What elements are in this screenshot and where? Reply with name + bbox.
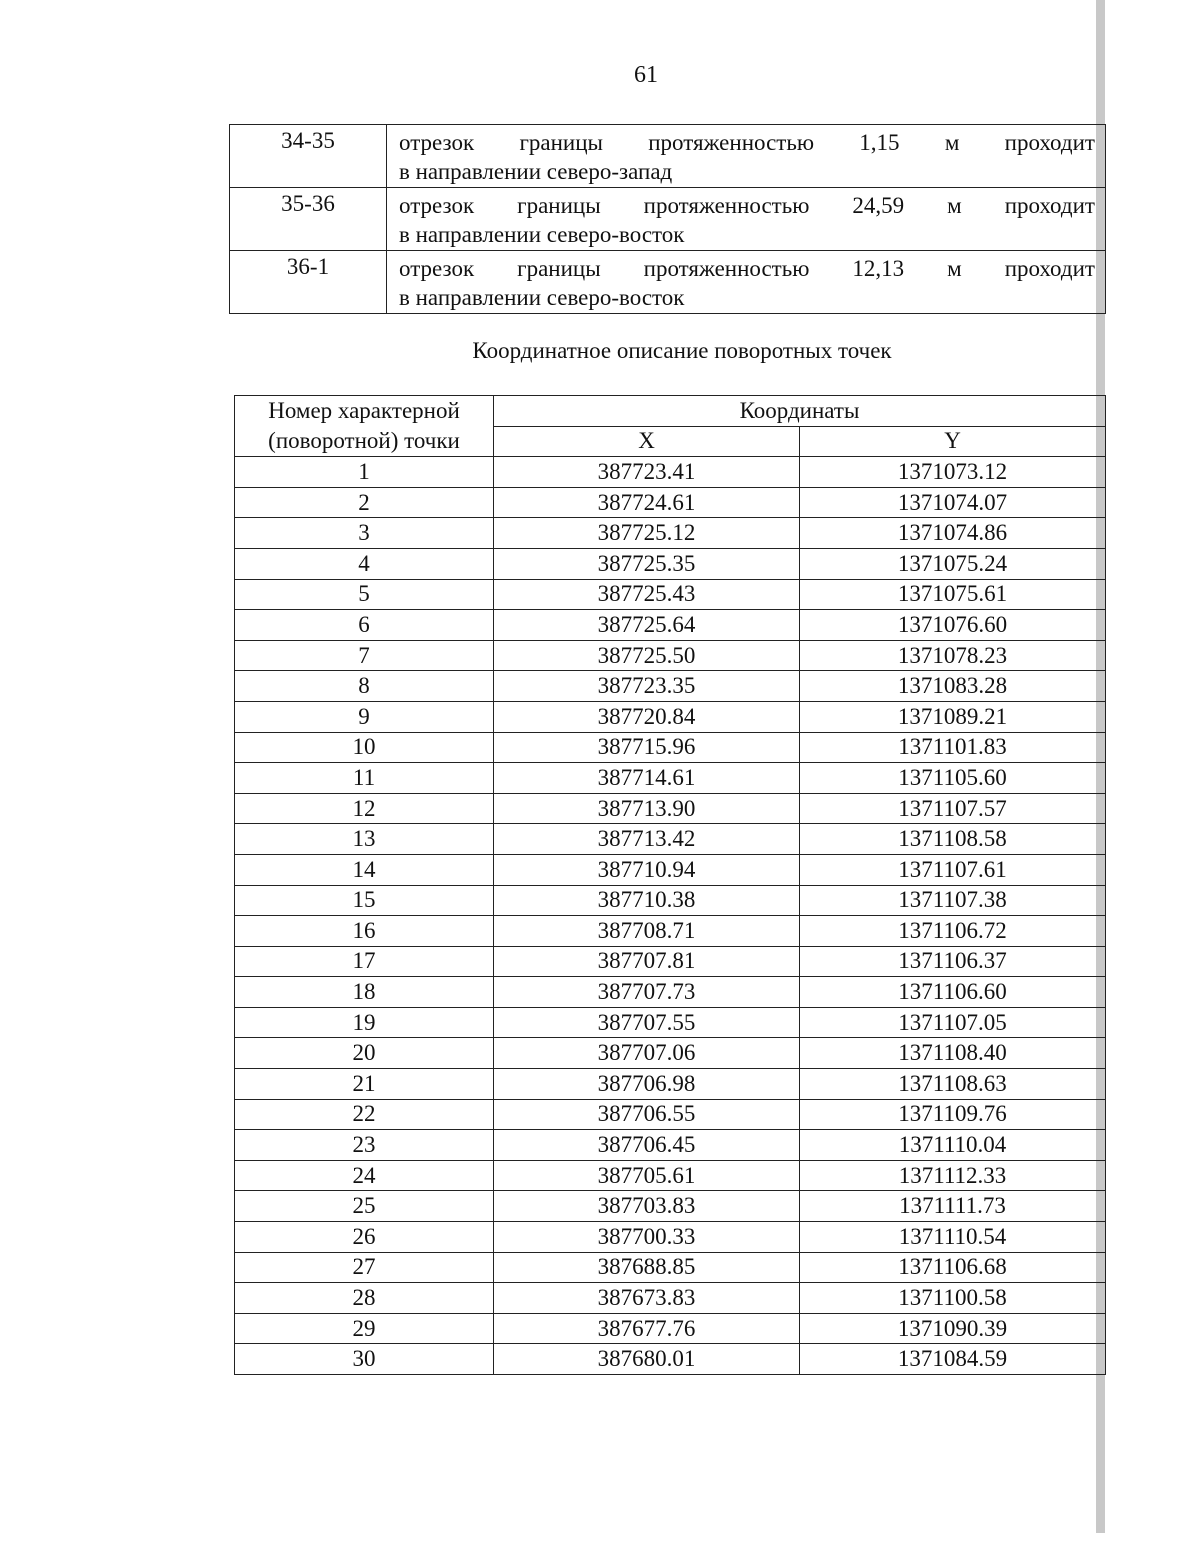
coordinate-row [235,487,1106,518]
x-coordinate: 387713.90 [494,793,800,824]
coordinate-row [235,671,1106,702]
x-coordinate: 387673.83 [494,1283,800,1314]
x-coordinate: 387724.61 [494,487,800,518]
point-number: 4 [235,548,494,579]
segment-description-line2: в направлении северо-восток [399,285,685,310]
segments-table [229,124,1106,314]
point-number: 17 [235,946,494,977]
x-coordinate: 387725.35 [494,548,800,579]
point-number: 15 [235,885,494,916]
coordinate-row [235,640,1106,671]
point-number: 26 [235,1222,494,1253]
x-coordinate: 387714.61 [494,763,800,794]
segment-row [230,125,1106,188]
x-coordinate: 387715.96 [494,732,800,763]
segment-description-line1 [399,254,1095,283]
y-coordinate: 1371090.39 [800,1313,1106,1344]
x-coordinate: 387723.35 [494,671,800,702]
y-coordinate: 1371111.73 [800,1191,1106,1222]
y-coordinate: 1371101.83 [800,732,1106,763]
coordinate-row [235,946,1106,977]
coordinate-row [235,1252,1106,1283]
y-coordinate: 1371074.07 [800,487,1106,518]
segment-word: протяженностью [648,130,815,155]
segment-word: м [947,193,962,218]
y-coordinate: 1371083.28 [800,671,1106,702]
coordinate-row [235,518,1106,549]
coordinate-row [235,701,1106,732]
coordinate-row [235,977,1106,1008]
x-coordinate: 387688.85 [494,1252,800,1283]
coordinate-row [235,1160,1106,1191]
x-coordinate: 387720.84 [494,701,800,732]
coordinates-table [234,395,1106,1375]
x-coordinate: 387725.64 [494,610,800,641]
point-number: 5 [235,579,494,610]
segment-word: м [944,130,960,155]
point-number: 1 [235,457,494,488]
segment-description-line1 [399,191,1095,220]
point-number: 6 [235,610,494,641]
coordinate-row [235,579,1106,610]
segment-word: 12,13 [852,256,905,281]
segment-word: отрезок [399,256,475,281]
page-number: 61 [634,62,658,88]
x-coordinate: 387710.38 [494,885,800,916]
y-coordinate: 1371108.58 [800,824,1106,855]
y-header: Y [800,426,1106,457]
segment-id: 36-1 [230,251,387,314]
x-coordinate: 387707.55 [494,1007,800,1038]
coordinate-row [235,916,1106,947]
point-number: 28 [235,1283,494,1314]
x-coordinate: 387677.76 [494,1313,800,1344]
point-number: 19 [235,1007,494,1038]
point-number: 23 [235,1130,494,1161]
coordinate-row [235,1099,1106,1130]
y-coordinate: 1371075.61 [800,579,1106,610]
coordinates-header: Координаты [494,396,1106,427]
point-number: 21 [235,1069,494,1100]
y-coordinate: 1371108.40 [800,1038,1106,1069]
x-coordinate: 387700.33 [494,1222,800,1253]
point-number: 30 [235,1344,494,1375]
x-coordinate: 387706.45 [494,1130,800,1161]
x-coordinate: 387723.41 [494,457,800,488]
coordinate-row [235,1313,1106,1344]
x-coordinate: 387703.83 [494,1191,800,1222]
segment-word: отрезок [399,193,475,218]
point-number: 24 [235,1160,494,1191]
y-coordinate: 1371106.72 [800,916,1106,947]
y-coordinate: 1371076.60 [800,610,1106,641]
point-number: 18 [235,977,494,1008]
segment-word: границы [517,193,601,218]
x-header: X [494,426,800,457]
segment-word: проходит [1004,130,1095,155]
point-number: 29 [235,1313,494,1344]
coordinate-row [235,1130,1106,1161]
point-header-line2: (поворотной) точки [268,428,460,454]
x-coordinate: 387707.73 [494,977,800,1008]
x-coordinate: 387707.06 [494,1038,800,1069]
point-number: 13 [235,824,494,855]
y-coordinate: 1371106.37 [800,946,1106,977]
segment-row [230,251,1106,314]
segment-description [387,188,1106,251]
point-number: 10 [235,732,494,763]
y-coordinate: 1371107.57 [800,793,1106,824]
x-coordinate: 387706.55 [494,1099,800,1130]
coordinate-row [235,1344,1106,1375]
coordinate-row [235,1191,1106,1222]
point-number: 3 [235,518,494,549]
x-coordinate: 387707.81 [494,946,800,977]
y-coordinate: 1371107.61 [800,854,1106,885]
segment-description [387,125,1106,188]
point-number: 9 [235,701,494,732]
coordinate-row [235,1038,1106,1069]
x-coordinate: 387725.50 [494,640,800,671]
segment-description [387,251,1106,314]
x-coordinate: 387713.42 [494,824,800,855]
segment-word: 24,59 [852,193,905,218]
section-title: Координатное описание поворотных точек [472,338,892,363]
segment-row [230,188,1106,251]
x-coordinate: 387710.94 [494,854,800,885]
coordinate-row [235,548,1106,579]
segment-description-line2: в направлении северо-запад [399,159,673,184]
coordinate-row [235,1222,1106,1253]
point-number: 27 [235,1252,494,1283]
y-coordinate: 1371075.24 [800,548,1106,579]
y-coordinate: 1371107.38 [800,885,1106,916]
point-number: 2 [235,487,494,518]
segment-word: границы [517,256,601,281]
coordinate-row [235,763,1106,794]
coordinate-row [235,854,1106,885]
segment-word: отрезок [399,130,475,155]
coordinate-row [235,1007,1106,1038]
x-coordinate: 387705.61 [494,1160,800,1191]
segment-id: 34-35 [230,125,387,188]
coordinate-row [235,610,1106,641]
y-coordinate: 1371107.05 [800,1007,1106,1038]
coordinate-row [235,824,1106,855]
y-coordinate: 1371078.23 [800,640,1106,671]
point-number: 20 [235,1038,494,1069]
y-coordinate: 1371084.59 [800,1344,1106,1375]
y-coordinate: 1371110.54 [800,1222,1106,1253]
y-coordinate: 1371106.60 [800,977,1106,1008]
y-coordinate: 1371109.76 [800,1099,1106,1130]
header-row [235,396,1106,427]
coordinate-row [235,1283,1106,1314]
x-coordinate: 387706.98 [494,1069,800,1100]
segment-word: протяженностью [643,256,810,281]
point-header-line1: Номер характерной [268,398,460,424]
point-number: 25 [235,1191,494,1222]
segment-word: протяженностью [643,193,810,218]
segment-description-line2: в направлении северо-восток [399,222,685,247]
segment-word: проходит [1004,193,1095,218]
segment-description-line1 [399,128,1095,157]
x-coordinate: 387725.12 [494,518,800,549]
x-coordinate: 387708.71 [494,916,800,947]
coordinate-row [235,1069,1106,1100]
point-number: 12 [235,793,494,824]
y-coordinate: 1371108.63 [800,1069,1106,1100]
point-number: 22 [235,1099,494,1130]
coordinate-row [235,885,1106,916]
y-coordinate: 1371074.86 [800,518,1106,549]
y-coordinate: 1371100.58 [800,1283,1106,1314]
point-number: 14 [235,854,494,885]
segment-id: 35-36 [230,188,387,251]
coordinate-row [235,732,1106,763]
x-coordinate: 387680.01 [494,1344,800,1375]
segment-word: 1,15 [859,130,900,155]
coordinate-row [235,793,1106,824]
coordinate-row [235,457,1106,488]
y-coordinate: 1371110.04 [800,1130,1106,1161]
y-coordinate: 1371089.21 [800,701,1106,732]
point-number-header [235,396,494,457]
segment-word: проходит [1004,256,1095,281]
y-coordinate: 1371112.33 [800,1160,1106,1191]
y-coordinate: 1371073.12 [800,457,1106,488]
segment-word: границы [519,130,603,155]
y-coordinate: 1371105.60 [800,763,1106,794]
point-number: 11 [235,763,494,794]
point-number: 16 [235,916,494,947]
y-coordinate: 1371106.68 [800,1252,1106,1283]
x-coordinate: 387725.43 [494,579,800,610]
point-number: 7 [235,640,494,671]
segment-word: м [947,256,962,281]
point-number: 8 [235,671,494,702]
